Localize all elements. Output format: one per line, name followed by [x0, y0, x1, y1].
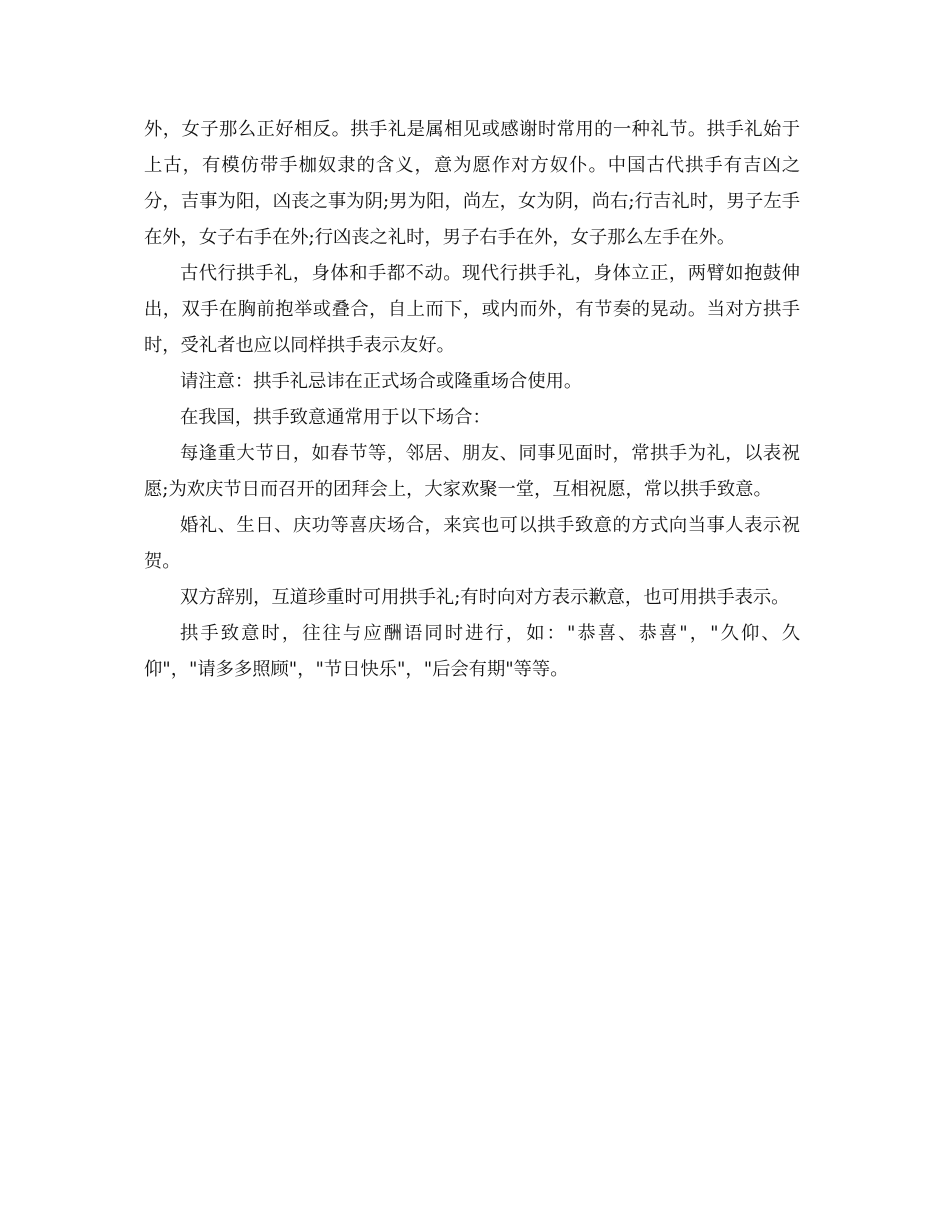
paragraph-2: 古代行拱手礼，身体和手都不动。现代行拱手礼，身体立正，两臂如抱鼓伸出，双手在胸前抱举或叠合，自上而下，或内而外，有节奏的晃动。当对方拱手时，受礼者也应以同样拱手表示友好。	[144, 263, 800, 356]
document-body	[144, 112, 800, 688]
paragraph-6: 婚礼、生日、庆功等喜庆场合，来宾也可以拱手致意的方式向当事人表示祝贺。	[144, 515, 800, 572]
paragraph-8: 拱手致意时，往往与应酬语同时进行，如："恭喜、恭喜"，"久仰、久仰"，"请多多照顾"，"节日快乐"，"后会有期"等等。	[144, 623, 800, 680]
paragraph-5: 每逢重大节日，如春节等，邻居、朋友、同事见面时，常拱手为礼，以表祝愿;为欢庆节日而召开的团拜会上，大家欢聚一堂，互相祝愿，常以拱手致意。	[144, 443, 800, 500]
paragraph-1: 外，女子那么正好相反。拱手礼是属相见或感谢时常用的一种礼节。拱手礼始于上古，有模仿带手枷奴隶的含义，意为愿作对方奴仆。中国古代拱手有吉凶之分，吉事为阳，凶丧之事为阴;男为阳，尚左，女为阴，尚右;行吉礼时，男子左手在外，女子右手在外;行凶丧之礼时，男子右手在外，女子那么左手在外。	[144, 119, 800, 248]
paragraph-3: 请注意：拱手礼忌讳在正式场合或隆重场合使用。	[180, 371, 583, 392]
paragraph-7: 双方辞别，互道珍重时可用拱手礼;有时向对方表示歉意，也可用拱手表示。	[180, 587, 790, 608]
paragraph-4: 在我国，拱手致意通常用于以下场合：	[180, 407, 491, 428]
